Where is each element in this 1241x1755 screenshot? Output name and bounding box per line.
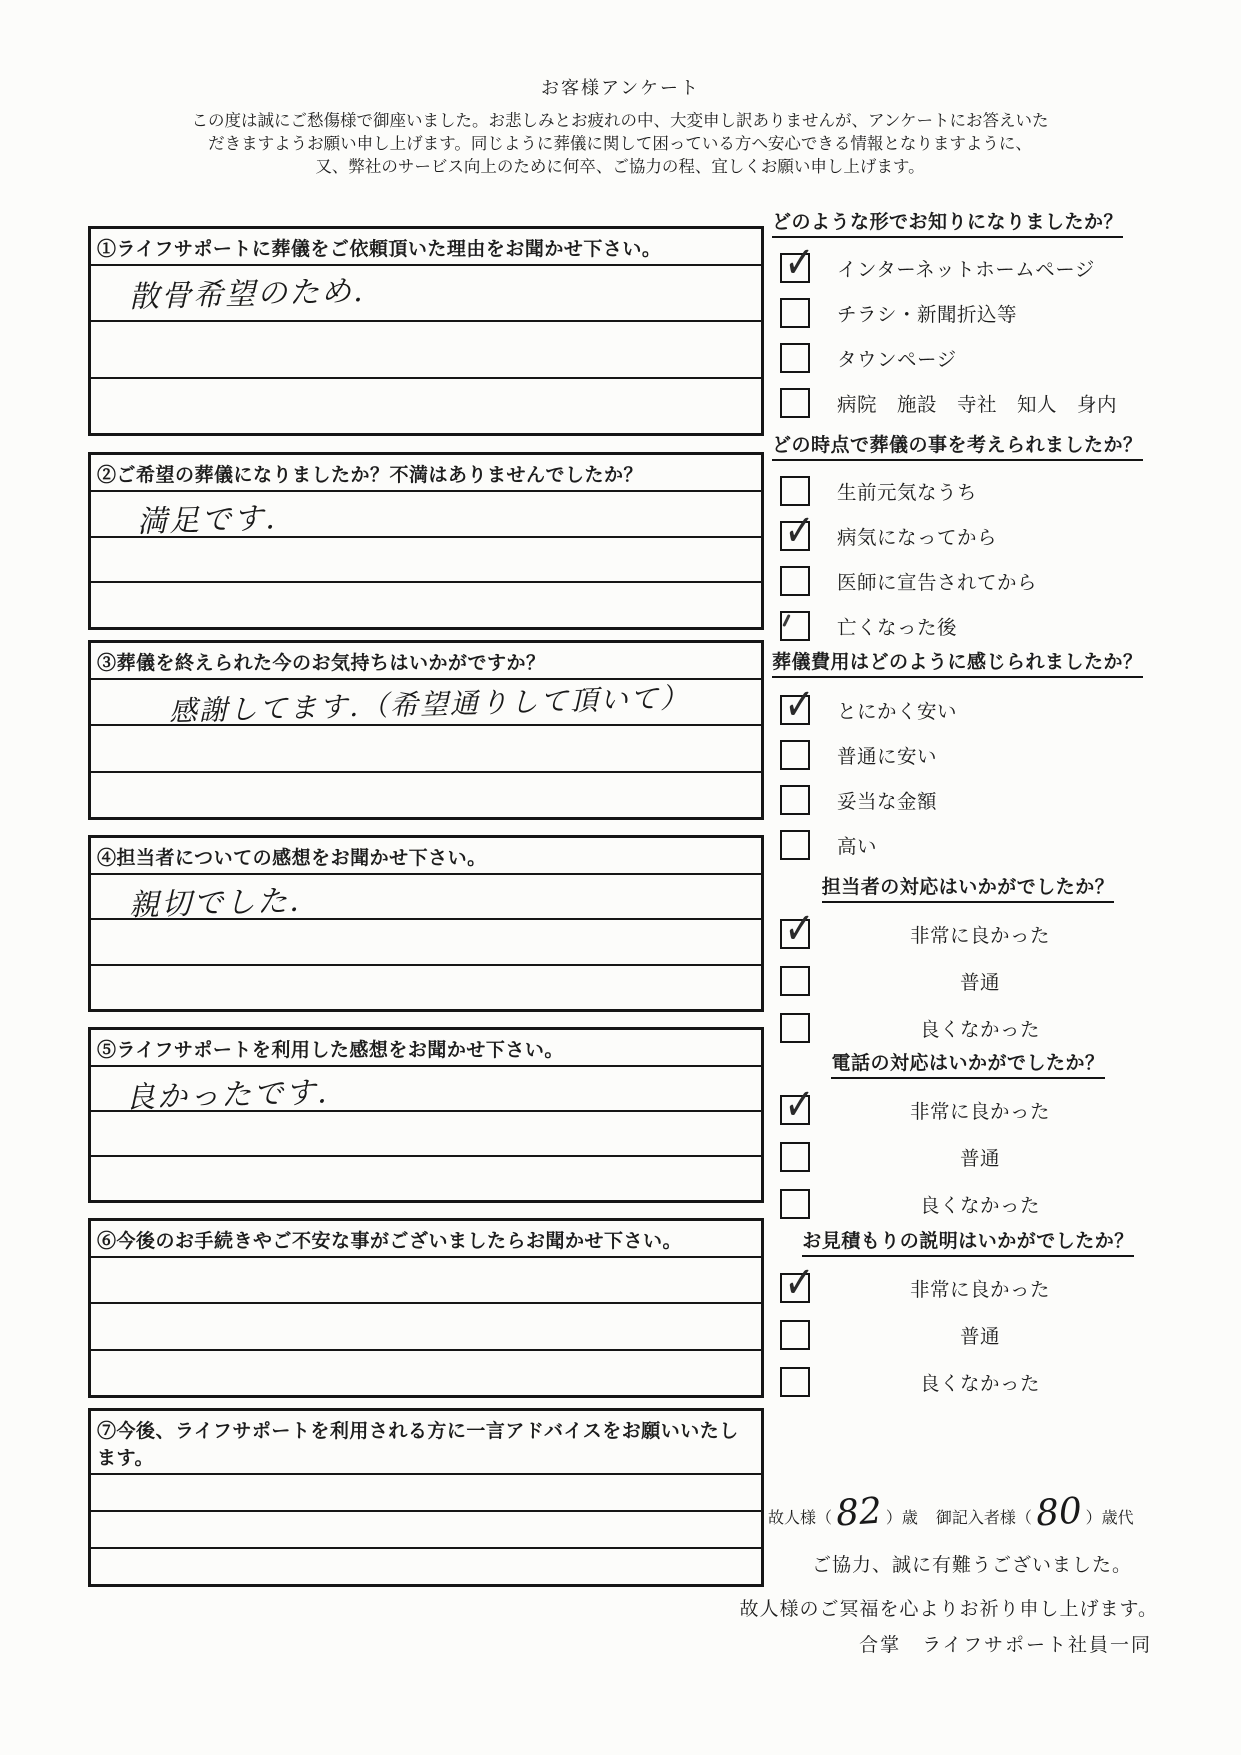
answer-line[interactable] xyxy=(91,1258,761,1304)
option-label: 普通 xyxy=(959,1147,1000,1170)
answer-line[interactable] xyxy=(91,1549,761,1584)
answer-line[interactable] xyxy=(91,1351,761,1395)
handwritten-answer-3: 感謝してます.（希望通りして頂いて） xyxy=(168,681,691,728)
option-label: 良くなかった xyxy=(919,1194,1040,1217)
option-row xyxy=(780,513,1164,558)
answer-line[interactable] xyxy=(91,1157,761,1200)
section-options-staff-response xyxy=(780,910,1164,1051)
section-title-how-found: どのような形でお知りになりましたか？ xyxy=(772,207,1164,238)
option-label: 非常に良かった xyxy=(909,1100,1050,1123)
answer-line[interactable] xyxy=(91,1067,761,1116)
checkbox-after-illness[interactable] xyxy=(780,521,810,551)
section-title-when-considered: どの時点で葬儀の事を考えられましたか？ xyxy=(772,430,1164,461)
question-4-label: ④担当者についての感想をお聞かせ下さい。 xyxy=(91,838,761,875)
option-row xyxy=(780,245,1164,290)
answer-line[interactable] xyxy=(91,680,761,726)
handwritten-answer-4: 親切でした. xyxy=(128,883,302,924)
option-label: 普通に安い xyxy=(837,745,938,768)
option-row xyxy=(780,468,1164,513)
writer-age-suffix: ）歳代 xyxy=(1085,1510,1134,1527)
checkbox-hospital-etc[interactable] xyxy=(780,388,810,418)
handwritten-answer-1: 散骨希望のため. xyxy=(128,273,366,316)
company-signature: 合掌 ライフサポート社員一同 xyxy=(859,1635,1152,1656)
checkbox-staff-normal[interactable] xyxy=(780,966,810,996)
section-title-staff-response: 担当者の対応はいかがでしたか？ xyxy=(772,872,1164,903)
writer-age-label: 御記入者様（ xyxy=(935,1510,1032,1527)
intro-line: 又、弊社のサービス向上のために何卒、ご協力の程、宜しくお願い申し上げます。 xyxy=(315,158,925,176)
option-row xyxy=(780,290,1164,335)
option-label: とにかく安い xyxy=(837,700,958,723)
option-label: チラシ・新聞折込等 xyxy=(837,303,1018,326)
question-2-label: ②ご希望の葬儀になりましたか？不満はありませんでしたか？ xyxy=(91,455,761,492)
question-box-2 xyxy=(88,452,764,630)
checkbox-estimate-not-good[interactable] xyxy=(780,1367,810,1397)
deceased-age-suffix: ）歳 xyxy=(885,1510,918,1527)
option-label: タウンページ xyxy=(837,348,957,371)
option-row xyxy=(780,732,1164,777)
option-label: 良くなかった xyxy=(919,1372,1040,1395)
section-options-estimate-explanation xyxy=(780,1264,1164,1405)
option-label: 普通 xyxy=(959,971,1000,994)
answer-line[interactable] xyxy=(91,920,761,965)
option-row xyxy=(780,1311,1164,1358)
section-options-phone-response xyxy=(780,1086,1164,1227)
answer-line[interactable] xyxy=(91,583,761,627)
answer-line[interactable] xyxy=(91,1475,761,1512)
handwritten-writer-age: 80 xyxy=(1034,1490,1084,1535)
answer-line[interactable] xyxy=(91,322,761,378)
section-options-how-found xyxy=(780,245,1164,425)
answer-line[interactable] xyxy=(91,875,761,924)
checkbox-reasonable[interactable] xyxy=(780,785,810,815)
checkbox-after-passing[interactable] xyxy=(780,611,810,641)
option-row xyxy=(780,603,1164,648)
checkbox-estimate-very-good[interactable] xyxy=(780,1273,810,1303)
intro-paragraph xyxy=(60,110,1180,179)
checkbox-fairly-cheap[interactable] xyxy=(780,740,810,770)
intro-line: この度は誠にご愁傷様で御座いました。お悲しみとお疲れの中、大変申し訳ありませんが、アンケートにお答えいた xyxy=(191,112,1049,130)
checkbox-phone-not-good[interactable] xyxy=(780,1189,810,1219)
thanks-message: ご協力、誠に有難うございました。 xyxy=(811,1555,1132,1576)
handwritten-deceased-age: 82 xyxy=(834,1490,884,1535)
option-label: 非常に良かった xyxy=(909,924,1050,947)
section-title-phone-response: 電話の対応はいかがでしたか？ xyxy=(772,1048,1164,1079)
option-row xyxy=(780,910,1164,957)
option-row xyxy=(780,822,1164,867)
option-label: 良くなかった xyxy=(919,1018,1040,1041)
question-6-label: ⑥今後のお手続きやご不安な事がございましたらお聞かせ下さい。 xyxy=(91,1221,761,1258)
section-options-cost-impression xyxy=(780,687,1164,867)
question-box-1 xyxy=(88,226,764,436)
option-label: 非常に良かった xyxy=(909,1278,1050,1301)
condolence-message: 故人様のご冥福を心よりお祈り申し上げます。 xyxy=(739,1599,1158,1620)
age-line xyxy=(768,1490,1164,1537)
handwritten-answer-2: 満足です. xyxy=(136,501,278,540)
question-box-6 xyxy=(88,1218,764,1398)
checkbox-while-healthy[interactable] xyxy=(780,476,810,506)
checkbox-estimate-normal[interactable] xyxy=(780,1320,810,1350)
handwritten-answer-5: 良かったです. xyxy=(124,1075,330,1116)
checkbox-expensive[interactable] xyxy=(780,830,810,860)
option-label: インターネットホームページ xyxy=(837,258,1095,281)
option-row xyxy=(780,1004,1164,1051)
question-box-3 xyxy=(88,640,764,820)
checkbox-phone-very-good[interactable] xyxy=(780,1095,810,1125)
checkbox-very-cheap[interactable] xyxy=(780,695,810,725)
checkbox-internet-homepage[interactable] xyxy=(780,253,810,283)
question-box-4 xyxy=(88,835,764,1012)
option-row xyxy=(780,1180,1164,1227)
option-row xyxy=(780,957,1164,1004)
question-3-label: ③葬儀を終えられた今のお気持ちはいかがですか？ xyxy=(91,643,761,680)
option-row xyxy=(780,558,1164,603)
option-label: 妥当な金額 xyxy=(837,790,938,813)
page-title: お客様アンケート xyxy=(541,78,700,98)
option-row xyxy=(780,777,1164,822)
option-row xyxy=(780,380,1164,425)
question-box-5 xyxy=(88,1027,764,1203)
option-label: 医師に宣告されてから xyxy=(837,571,1038,594)
option-label: 普通 xyxy=(959,1325,1000,1348)
section-title-estimate-explanation: お見積もりの説明はいかがでしたか？ xyxy=(772,1226,1164,1257)
answer-line[interactable] xyxy=(91,266,761,322)
answer-line[interactable] xyxy=(91,1304,761,1350)
question-1-label: ①ライフサポートに葬儀をご依頼頂いた理由をお聞かせ下さい。 xyxy=(91,229,761,266)
checkbox-flyer[interactable] xyxy=(780,298,810,328)
section-options-when-considered xyxy=(780,468,1164,648)
checkbox-staff-very-good[interactable] xyxy=(780,919,810,949)
option-row xyxy=(780,1264,1164,1311)
question-5-label: ⑤ライフサポートを利用した感想をお聞かせ下さい。 xyxy=(91,1030,761,1067)
answer-line[interactable] xyxy=(91,773,761,817)
answer-line[interactable] xyxy=(91,538,761,584)
checkbox-staff-not-good[interactable] xyxy=(780,1013,810,1043)
question-box-7 xyxy=(88,1408,764,1587)
answer-line[interactable] xyxy=(91,492,761,538)
option-row xyxy=(780,687,1164,732)
option-label: 病気になってから xyxy=(837,526,998,549)
section-title-cost-impression: 葬儀費用はどのように感じられましたか？ xyxy=(772,647,1164,678)
deceased-age-label: 故人様（ xyxy=(768,1510,833,1527)
option-label: 生前元気なうち xyxy=(837,481,978,504)
option-label: 病院 施設 寺社 知人 身内 xyxy=(837,393,1118,416)
option-row xyxy=(780,1133,1164,1180)
checkbox-after-doctor-notice[interactable] xyxy=(780,566,810,596)
answer-line[interactable] xyxy=(91,1112,761,1157)
checkbox-phone-normal[interactable] xyxy=(780,1142,810,1172)
checkbox-townpage[interactable] xyxy=(780,343,810,373)
option-row xyxy=(780,1358,1164,1405)
option-row xyxy=(780,1086,1164,1133)
answer-line[interactable] xyxy=(91,966,761,1009)
answer-line[interactable] xyxy=(91,1512,761,1549)
option-row xyxy=(780,335,1164,380)
option-label: 高い xyxy=(837,835,878,858)
option-label: 亡くなった後 xyxy=(837,616,958,639)
answer-line[interactable] xyxy=(91,726,761,772)
answer-line[interactable] xyxy=(91,379,761,433)
question-7-label: ⑦今後、ライフサポートを利用される方に一言アドバイスをお願いいたします。 xyxy=(91,1411,761,1475)
intro-line: だきますようお願い申し上げます。同じように葬儀に関して困っている方へ安心できる情報となりますように、 xyxy=(208,135,1032,153)
